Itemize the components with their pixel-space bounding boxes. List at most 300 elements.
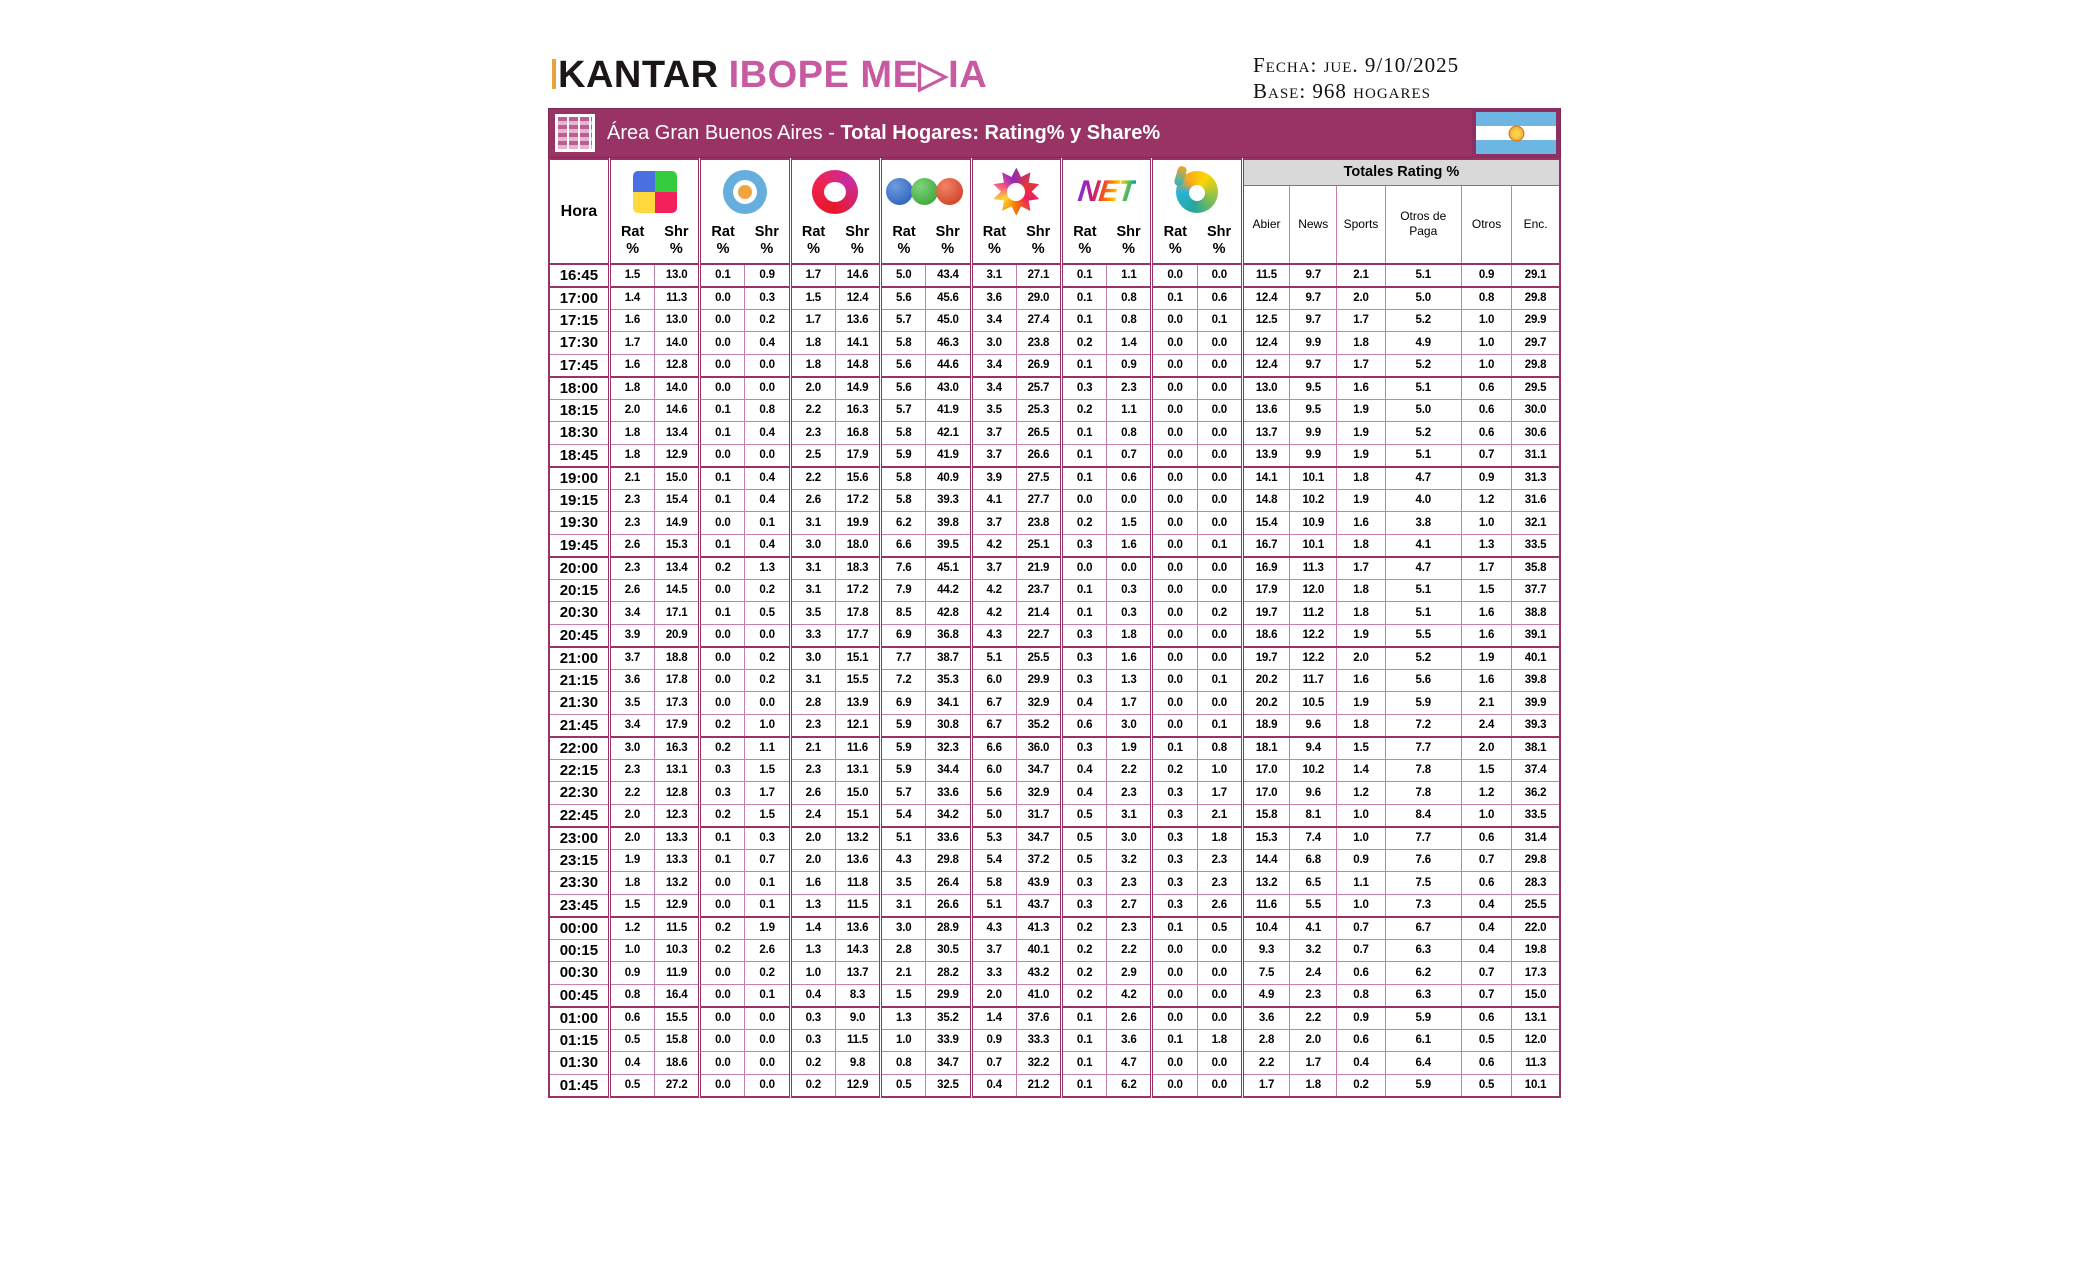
cell-channel-value: 0.3 xyxy=(790,1029,835,1052)
cell-channel-value: 0.0 xyxy=(700,624,745,647)
cell-channel-value: 32.9 xyxy=(1016,692,1061,715)
cell-total-value: 31.6 xyxy=(1512,489,1560,512)
cell-channel-value: 0.7 xyxy=(971,1052,1016,1075)
cell-channel-value: 11.5 xyxy=(835,1029,880,1052)
cell-total-value: 6.3 xyxy=(1385,939,1461,962)
cell-total-value: 9.7 xyxy=(1290,354,1337,377)
report-title-measure: Total Hogares: Rating% y Share% xyxy=(840,121,1161,144)
cell-channel-value: 0.3 xyxy=(1107,602,1152,625)
cell-channel-value: 5.6 xyxy=(881,354,926,377)
table-row xyxy=(549,557,1560,580)
cell-channel-value: 2.0 xyxy=(790,849,835,872)
cell-total-value: 1.0 xyxy=(1461,354,1511,377)
cell-total-value: 15.3 xyxy=(1242,827,1289,850)
cell-channel-value: 0.2 xyxy=(700,939,745,962)
cell-channel-value: 1.3 xyxy=(881,1007,926,1030)
cell-total-value: 0.6 xyxy=(1461,827,1511,850)
cell-channel-value: 15.5 xyxy=(835,669,880,692)
cell-channel-value: 2.3 xyxy=(609,759,654,782)
cell-total-value: 5.2 xyxy=(1385,309,1461,332)
cell-total-value: 0.5 xyxy=(1461,1074,1511,1097)
cell-total-value: 13.0 xyxy=(1242,377,1289,400)
cell-channel-value: 6.7 xyxy=(971,692,1016,715)
row-hour: 22:15 xyxy=(549,759,609,782)
table-row xyxy=(549,849,1560,872)
cell-channel-value: 0.0 xyxy=(700,309,745,332)
cell-total-value: 10.5 xyxy=(1290,692,1337,715)
cell-channel-value: 0.2 xyxy=(745,309,790,332)
cell-channel-value: 1.3 xyxy=(1107,669,1152,692)
cell-channel-value: 45.6 xyxy=(926,287,971,310)
cell-channel-value: 0.0 xyxy=(1152,512,1197,535)
cell-channel-value: 32.9 xyxy=(1016,782,1061,805)
total-col-sports: Sports xyxy=(1337,185,1385,264)
cell-channel-value: 5.4 xyxy=(881,804,926,827)
table-row xyxy=(549,624,1560,647)
cell-channel-value: 0.0 xyxy=(1152,444,1197,467)
cell-total-value: 1.5 xyxy=(1461,759,1511,782)
table-row xyxy=(549,422,1560,445)
cell-total-value: 12.5 xyxy=(1242,309,1289,332)
cell-channel-value: 0.9 xyxy=(971,1029,1016,1052)
cell-total-value: 1.2 xyxy=(1337,782,1385,805)
cell-channel-value: 0.8 xyxy=(1197,737,1242,760)
cell-channel-value: 0.1 xyxy=(1062,1074,1107,1097)
cell-channel-value: 13.3 xyxy=(655,827,700,850)
cell-channel-value: 42.1 xyxy=(926,422,971,445)
table-row xyxy=(549,647,1560,670)
cell-channel-value: 0.1 xyxy=(745,512,790,535)
cell-total-value: 10.1 xyxy=(1290,467,1337,490)
cell-channel-value: 39.3 xyxy=(926,489,971,512)
cell-total-value: 9.6 xyxy=(1290,782,1337,805)
cell-total-value: 2.2 xyxy=(1242,1052,1289,1075)
cell-channel-value: 2.4 xyxy=(790,804,835,827)
cell-total-value: 9.4 xyxy=(1290,737,1337,760)
cell-channel-value: 5.0 xyxy=(971,804,1016,827)
cell-channel-value: 0.4 xyxy=(1062,782,1107,805)
cell-channel-value: 0.3 xyxy=(700,782,745,805)
cell-channel-value: 25.3 xyxy=(1016,399,1061,422)
cell-channel-value: 13.0 xyxy=(655,264,700,287)
cell-channel-value: 0.5 xyxy=(745,602,790,625)
cell-channel-value: 33.6 xyxy=(926,782,971,805)
report-title xyxy=(607,122,1160,145)
cell-channel-value: 12.4 xyxy=(835,287,880,310)
cell-channel-value: 0.0 xyxy=(1152,309,1197,332)
ratings-report xyxy=(548,108,1561,1098)
cell-channel-value: 14.0 xyxy=(655,332,700,355)
cell-channel-value: 13.6 xyxy=(835,309,880,332)
cell-channel-value: 0.1 xyxy=(1062,602,1107,625)
cell-total-value: 0.7 xyxy=(1461,444,1511,467)
cell-channel-value: 34.2 xyxy=(926,804,971,827)
cell-channel-value: 4.7 xyxy=(1107,1052,1152,1075)
row-hour: 00:00 xyxy=(549,917,609,940)
cell-total-value: 33.5 xyxy=(1512,534,1560,557)
cell-total-value: 17.0 xyxy=(1242,759,1289,782)
cell-total-value: 5.0 xyxy=(1385,287,1461,310)
cell-total-value: 29.8 xyxy=(1512,287,1560,310)
cell-channel-value: 0.0 xyxy=(700,444,745,467)
table-row xyxy=(549,264,1560,287)
cell-channel-value: 0.5 xyxy=(1197,917,1242,940)
cell-channel-value: 34.1 xyxy=(926,692,971,715)
cell-total-value: 20.2 xyxy=(1242,692,1289,715)
cell-total-value: 0.6 xyxy=(1461,872,1511,895)
cell-channel-value: 2.2 xyxy=(609,782,654,805)
cell-channel-value: 34.7 xyxy=(1016,759,1061,782)
channel-header-bravo xyxy=(1152,159,1242,264)
cell-channel-value: 15.8 xyxy=(655,1029,700,1052)
cell-channel-value: 0.4 xyxy=(745,467,790,490)
fecha-line: Fecha: jue. 9/10/2025 xyxy=(1253,53,1460,77)
cell-channel-value: 1.8 xyxy=(609,422,654,445)
cell-channel-value: 2.8 xyxy=(881,939,926,962)
cell-total-value: 1.6 xyxy=(1337,377,1385,400)
cell-channel-value: 0.0 xyxy=(1152,984,1197,1007)
table-row xyxy=(549,444,1560,467)
cell-total-value: 9.9 xyxy=(1290,444,1337,467)
cell-channel-value: 2.2 xyxy=(1107,939,1152,962)
cell-channel-value: 0.0 xyxy=(745,1052,790,1075)
cell-total-value: 1.8 xyxy=(1337,602,1385,625)
row-hour: 21:00 xyxy=(549,647,609,670)
cell-total-value: 1.8 xyxy=(1337,714,1385,737)
row-hour: 21:45 xyxy=(549,714,609,737)
table-row xyxy=(549,354,1560,377)
cell-total-value: 0.7 xyxy=(1461,984,1511,1007)
row-hour: 23:15 xyxy=(549,849,609,872)
cell-total-value: 29.8 xyxy=(1512,849,1560,872)
cell-channel-value: 2.3 xyxy=(609,512,654,535)
cell-total-value: 1.6 xyxy=(1461,669,1511,692)
cell-channel-value: 3.0 xyxy=(1107,714,1152,737)
cell-channel-value: 0.0 xyxy=(1197,962,1242,985)
cell-channel-value: 0.0 xyxy=(1152,1052,1197,1075)
cell-total-value: 8.4 xyxy=(1385,804,1461,827)
row-hour: 17:15 xyxy=(549,309,609,332)
cell-total-value: 6.1 xyxy=(1385,1029,1461,1052)
cell-channel-value: 0.0 xyxy=(1152,714,1197,737)
cell-channel-value: 9.8 xyxy=(835,1052,880,1075)
cell-channel-value: 23.8 xyxy=(1016,332,1061,355)
cell-channel-value: 0.8 xyxy=(1107,422,1152,445)
total-col-abier: Abier xyxy=(1242,185,1289,264)
cell-channel-value: 0.0 xyxy=(1107,557,1152,580)
table-row xyxy=(549,872,1560,895)
cell-channel-value: 3.3 xyxy=(971,962,1016,985)
cell-channel-value: 0.1 xyxy=(700,827,745,850)
cell-total-value: 0.7 xyxy=(1461,849,1511,872)
cell-channel-value: 3.9 xyxy=(609,624,654,647)
cell-total-value: 37.7 xyxy=(1512,579,1560,602)
cell-channel-value: 5.6 xyxy=(881,287,926,310)
cell-channel-value: 5.3 xyxy=(971,827,1016,850)
cell-total-value: 16.9 xyxy=(1242,557,1289,580)
tv-publica-roundel-logo-icon xyxy=(723,170,767,214)
cell-total-value: 33.5 xyxy=(1512,804,1560,827)
cell-channel-value: 12.9 xyxy=(835,1074,880,1097)
cell-channel-value: 0.4 xyxy=(609,1052,654,1075)
cell-total-value: 5.2 xyxy=(1385,354,1461,377)
cell-channel-value: 0.0 xyxy=(1152,1007,1197,1030)
cell-total-value: 37.4 xyxy=(1512,759,1560,782)
cell-channel-value: 0.3 xyxy=(1152,827,1197,850)
cell-total-value: 6.2 xyxy=(1385,962,1461,985)
cell-channel-value: 45.1 xyxy=(926,557,971,580)
cell-total-value: 1.6 xyxy=(1337,669,1385,692)
cell-total-value: 30.6 xyxy=(1512,422,1560,445)
cell-channel-value: 0.0 xyxy=(1197,467,1242,490)
cell-channel-value: 1.7 xyxy=(609,332,654,355)
cell-channel-value: 1.7 xyxy=(1197,782,1242,805)
cell-total-value: 39.8 xyxy=(1512,669,1560,692)
cell-total-value: 0.4 xyxy=(1461,917,1511,940)
cell-total-value: 39.3 xyxy=(1512,714,1560,737)
cell-channel-value: 0.2 xyxy=(700,804,745,827)
cell-channel-value: 3.5 xyxy=(790,602,835,625)
cell-channel-value: 0.5 xyxy=(609,1029,654,1052)
cell-channel-value: 2.3 xyxy=(790,714,835,737)
row-hour: 19:45 xyxy=(549,534,609,557)
cell-channel-value: 0.0 xyxy=(745,624,790,647)
cell-channel-value: 0.1 xyxy=(1062,467,1107,490)
cell-total-value: 7.8 xyxy=(1385,759,1461,782)
cell-channel-value: 38.7 xyxy=(926,647,971,670)
table-row xyxy=(549,894,1560,917)
cell-channel-value: 13.3 xyxy=(655,849,700,872)
cell-channel-value: 0.3 xyxy=(1062,377,1107,400)
cell-channel-value: 0.0 xyxy=(1197,1074,1242,1097)
cell-total-value: 1.9 xyxy=(1337,489,1385,512)
cell-total-value: 0.6 xyxy=(1461,1007,1511,1030)
cell-channel-value: 12.8 xyxy=(655,354,700,377)
cell-channel-value: 2.2 xyxy=(790,399,835,422)
cell-channel-value: 34.7 xyxy=(1016,827,1061,850)
cell-channel-value: 21.4 xyxy=(1016,602,1061,625)
cell-channel-value: 0.3 xyxy=(1062,737,1107,760)
cell-total-value: 11.3 xyxy=(1512,1052,1560,1075)
cell-total-value: 5.2 xyxy=(1385,422,1461,445)
cell-channel-value: 29.0 xyxy=(1016,287,1061,310)
cell-channel-value: 0.8 xyxy=(609,984,654,1007)
cell-channel-value: 32.3 xyxy=(926,737,971,760)
cell-channel-value: 5.6 xyxy=(881,377,926,400)
cell-channel-value: 6.7 xyxy=(971,714,1016,737)
cell-channel-value: 1.8 xyxy=(790,332,835,355)
cell-total-value: 7.2 xyxy=(1385,714,1461,737)
cell-channel-value: 16.3 xyxy=(835,399,880,422)
cell-total-value: 28.3 xyxy=(1512,872,1560,895)
cell-channel-value: 0.7 xyxy=(745,849,790,872)
cell-channel-value: 13.2 xyxy=(655,872,700,895)
cell-total-value: 9.7 xyxy=(1290,264,1337,287)
table-row xyxy=(549,377,1560,400)
total-col-news: News xyxy=(1290,185,1337,264)
cell-channel-value: 0.0 xyxy=(700,647,745,670)
cell-channel-value: 0.0 xyxy=(700,332,745,355)
cell-channel-value: 3.1 xyxy=(790,512,835,535)
cell-channel-value: 32.5 xyxy=(926,1074,971,1097)
bravo-b-logo-icon xyxy=(1176,171,1218,213)
row-hour: 00:30 xyxy=(549,962,609,985)
cell-channel-value: 6.6 xyxy=(881,534,926,557)
cell-channel-value: 2.3 xyxy=(1107,377,1152,400)
row-hour: 17:30 xyxy=(549,332,609,355)
cell-channel-value: 2.6 xyxy=(609,534,654,557)
cell-channel-value: 1.0 xyxy=(745,714,790,737)
rat-label: Rat % xyxy=(982,223,1007,257)
table-row xyxy=(549,737,1560,760)
cell-total-value: 2.4 xyxy=(1461,714,1511,737)
cell-total-value: 4.9 xyxy=(1242,984,1289,1007)
cell-channel-value: 14.5 xyxy=(655,579,700,602)
cell-total-value: 12.0 xyxy=(1512,1029,1560,1052)
cell-channel-value: 0.1 xyxy=(1062,354,1107,377)
cell-total-value: 1.6 xyxy=(1337,512,1385,535)
cell-channel-value: 2.7 xyxy=(1107,894,1152,917)
cell-channel-value: 3.0 xyxy=(881,917,926,940)
kantar-wordmark: KANTAR xyxy=(558,54,719,96)
cell-channel-value: 1.7 xyxy=(1107,692,1152,715)
cell-channel-value: 16.3 xyxy=(655,737,700,760)
table-row xyxy=(549,1007,1560,1030)
total-col-enc: Enc. xyxy=(1512,185,1560,264)
cell-channel-value: 41.9 xyxy=(926,399,971,422)
cell-channel-value: 0.3 xyxy=(1152,804,1197,827)
cell-channel-value: 1.7 xyxy=(745,782,790,805)
cell-total-value: 0.6 xyxy=(1337,962,1385,985)
cell-channel-value: 14.6 xyxy=(655,399,700,422)
cell-channel-value: 0.6 xyxy=(1107,467,1152,490)
cell-channel-value: 11.3 xyxy=(655,287,700,310)
cell-channel-value: 0.1 xyxy=(1062,1007,1107,1030)
cell-total-value: 5.0 xyxy=(1385,399,1461,422)
cell-channel-value: 4.2 xyxy=(971,602,1016,625)
cell-channel-value: 2.3 xyxy=(1197,849,1242,872)
channel-header-tv-publica xyxy=(700,159,790,264)
cell-channel-value: 8.3 xyxy=(835,984,880,1007)
cell-total-value: 0.9 xyxy=(1337,849,1385,872)
cell-total-value: 8.1 xyxy=(1290,804,1337,827)
row-hour: 22:45 xyxy=(549,804,609,827)
channel-header-el-trece xyxy=(971,159,1061,264)
cell-total-value: 1.8 xyxy=(1337,467,1385,490)
cell-channel-value: 12.3 xyxy=(655,804,700,827)
cell-total-value: 13.9 xyxy=(1242,444,1289,467)
cell-total-value: 0.6 xyxy=(1461,1052,1511,1075)
cell-channel-value: 13.4 xyxy=(655,422,700,445)
ratings-table xyxy=(548,158,1561,1098)
cell-total-value: 0.6 xyxy=(1461,377,1511,400)
cell-channel-value: 1.9 xyxy=(609,849,654,872)
cell-channel-value: 40.9 xyxy=(926,467,971,490)
cell-channel-value: 17.7 xyxy=(835,624,880,647)
cell-channel-value: 0.0 xyxy=(700,872,745,895)
cell-channel-value: 43.2 xyxy=(1016,962,1061,985)
cell-total-value: 12.0 xyxy=(1290,579,1337,602)
row-hour: 19:00 xyxy=(549,467,609,490)
cell-total-value: 15.4 xyxy=(1242,512,1289,535)
shr-label: Shr % xyxy=(754,223,779,257)
cell-total-value: 3.6 xyxy=(1242,1007,1289,1030)
cell-channel-value: 0.2 xyxy=(700,714,745,737)
cell-channel-value: 0.2 xyxy=(745,669,790,692)
cell-total-value: 7.5 xyxy=(1385,872,1461,895)
cell-total-value: 7.6 xyxy=(1385,849,1461,872)
cell-total-value: 4.7 xyxy=(1385,467,1461,490)
cell-total-value: 30.0 xyxy=(1512,399,1560,422)
cell-channel-value: 0.0 xyxy=(700,1007,745,1030)
cell-channel-value: 13.4 xyxy=(655,557,700,580)
cell-channel-value: 0.1 xyxy=(700,264,745,287)
table-row xyxy=(549,579,1560,602)
cell-channel-value: 3.1 xyxy=(790,669,835,692)
table-row xyxy=(549,467,1560,490)
cell-channel-value: 7.6 xyxy=(881,557,926,580)
cell-channel-value: 2.1 xyxy=(609,467,654,490)
cell-total-value: 15.8 xyxy=(1242,804,1289,827)
cell-channel-value: 2.0 xyxy=(790,827,835,850)
cell-channel-value: 0.4 xyxy=(1062,692,1107,715)
cell-channel-value: 39.8 xyxy=(926,512,971,535)
cell-channel-value: 2.6 xyxy=(790,782,835,805)
table-row xyxy=(549,827,1560,850)
cell-channel-value: 0.5 xyxy=(1062,804,1107,827)
cell-channel-value: 32.2 xyxy=(1016,1052,1061,1075)
cell-channel-value: 0.4 xyxy=(745,332,790,355)
cell-total-value: 4.0 xyxy=(1385,489,1461,512)
rat-label: Rat % xyxy=(1073,223,1097,257)
cell-channel-value: 17.9 xyxy=(655,714,700,737)
cell-total-value: 11.3 xyxy=(1290,557,1337,580)
cell-total-value: 0.4 xyxy=(1461,939,1511,962)
cell-channel-value: 1.6 xyxy=(790,872,835,895)
row-hour: 22:00 xyxy=(549,737,609,760)
cell-channel-value: 0.0 xyxy=(700,1074,745,1097)
cell-total-value: 2.0 xyxy=(1337,647,1385,670)
cell-channel-value: 1.6 xyxy=(1107,647,1152,670)
table-row xyxy=(549,984,1560,1007)
cell-channel-value: 3.1 xyxy=(790,579,835,602)
cell-channel-value: 3.0 xyxy=(790,647,835,670)
cell-total-value: 5.1 xyxy=(1385,264,1461,287)
cell-channel-value: 2.3 xyxy=(1107,782,1152,805)
cell-channel-value: 0.0 xyxy=(1152,602,1197,625)
cell-total-value: 2.0 xyxy=(1290,1029,1337,1052)
cell-total-value: 19.7 xyxy=(1242,647,1289,670)
cell-total-value: 11.5 xyxy=(1242,264,1289,287)
cell-channel-value: 0.0 xyxy=(1152,489,1197,512)
table-row xyxy=(549,1029,1560,1052)
cell-total-value: 5.9 xyxy=(1385,692,1461,715)
cell-channel-value: 2.3 xyxy=(790,422,835,445)
cell-channel-value: 0.6 xyxy=(1062,714,1107,737)
cell-total-value: 1.6 xyxy=(1461,624,1511,647)
row-hour: 19:15 xyxy=(549,489,609,512)
cell-channel-value: 3.4 xyxy=(609,602,654,625)
cell-channel-value: 2.3 xyxy=(609,489,654,512)
cell-channel-value: 43.7 xyxy=(1016,894,1061,917)
cell-total-value: 1.3 xyxy=(1461,534,1511,557)
cell-channel-value: 0.0 xyxy=(1152,1074,1197,1097)
cell-total-value: 0.8 xyxy=(1337,984,1385,1007)
cell-channel-value: 5.7 xyxy=(881,309,926,332)
cell-channel-value: 15.3 xyxy=(655,534,700,557)
cell-channel-value: 1.7 xyxy=(790,264,835,287)
cell-channel-value: 0.4 xyxy=(971,1074,1016,1097)
